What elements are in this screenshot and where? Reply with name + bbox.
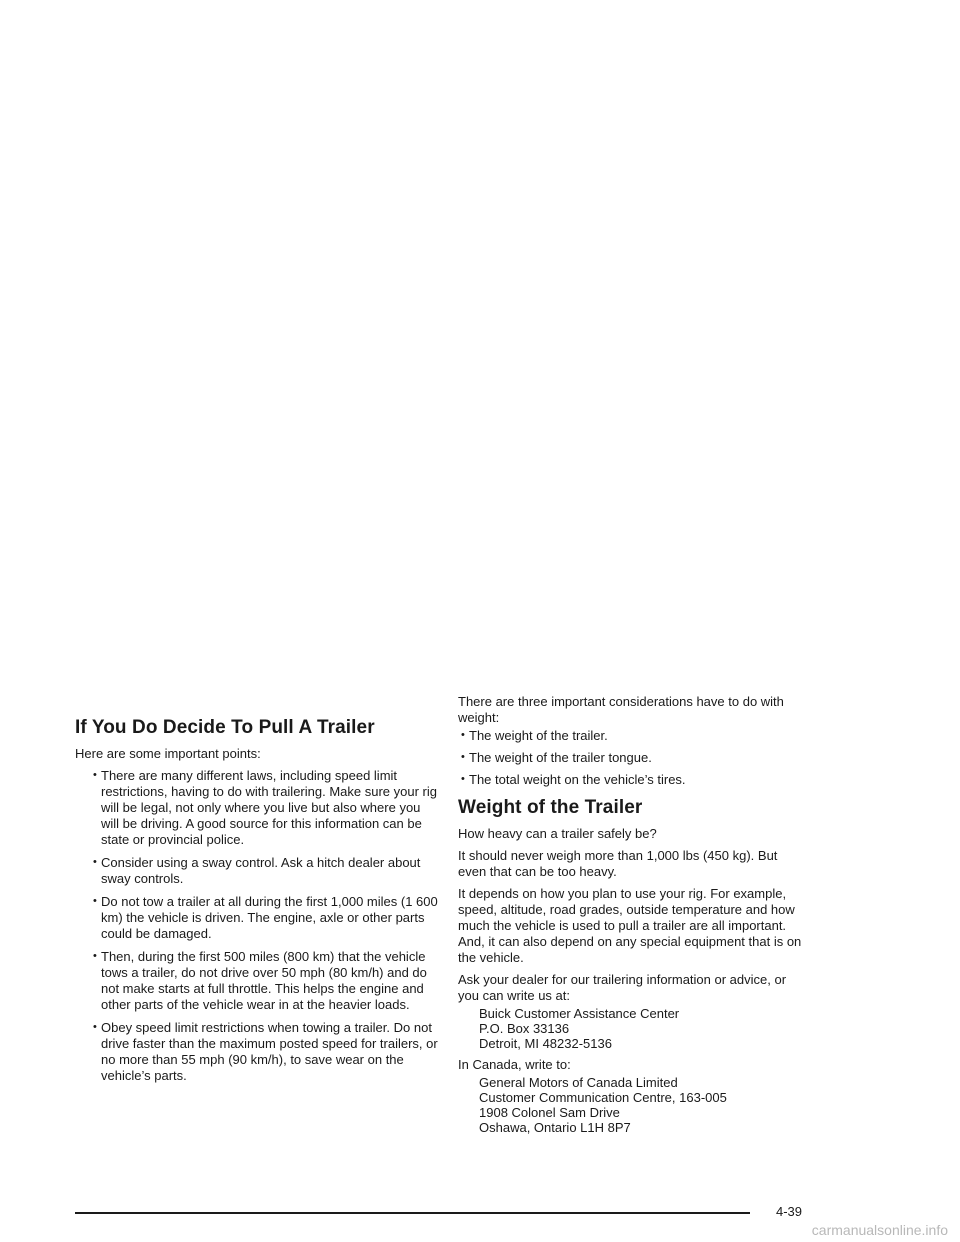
footer-rule <box>75 1212 750 1214</box>
list-item: • The total weight on the vehicle’s tires. <box>461 772 686 787</box>
list-item: • The weight of the trailer. <box>461 728 608 743</box>
paragraph: It should never weigh more than 1,000 lbs (450 kg). But even that can be too heavy. <box>458 848 778 879</box>
left-column <box>75 716 440 1091</box>
bullet-icon: • <box>93 950 97 962</box>
weight-considerations-intro: There are three important considerations have to do with weight: <box>458 694 784 725</box>
section-heading-weight-of-trailer: Weight of the Trailer <box>458 797 643 818</box>
weight-considerations-list <box>458 728 803 788</box>
important-points-list <box>75 768 440 1084</box>
bullet-icon: • <box>93 769 97 781</box>
bullet-icon: • <box>461 729 465 741</box>
address-line: Oshawa, Ontario L1H 8P7 <box>479 1120 631 1135</box>
list-item: • There are many different laws, including speed limit restrictions, having to do with trailering. Make sure your rig will be legal, not only where you live but also where you will be driving. A good source for this information can be state or provincial police. <box>93 768 437 847</box>
address-us <box>458 1006 803 1051</box>
list-item: • Obey speed limit restrictions when towing a trailer. Do not drive faster than the maximum posted speed for trailers, or no more than 55 mph (90 km/h), to save wear on the vehicle’s parts. <box>93 1020 438 1083</box>
address-line: P.O. Box 33136 <box>479 1021 570 1036</box>
bullet-icon: • <box>93 1021 97 1033</box>
address-line: Detroit, MI 48232-5136 <box>479 1036 612 1051</box>
list-item: • The weight of the trailer tongue. <box>461 750 652 765</box>
intro-text: Here are some important points: <box>75 746 261 761</box>
bullet-icon: • <box>93 856 97 868</box>
list-item: • Then, during the first 500 miles (800 km) that the vehicle tows a trailer, do not drive over 50 mph (80 km/h) and do not make starts at full throttle. This helps the engine and other parts of the vehicle wear in at the heavier loads. <box>93 949 427 1012</box>
list-item: • Consider using a sway control. Ask a hitch dealer about sway controls. <box>93 855 421 886</box>
address-line: Customer Communication Centre, 163-005 <box>479 1090 727 1105</box>
bullet-icon: • <box>461 751 465 763</box>
bullet-icon: • <box>461 773 465 785</box>
bullet-icon: • <box>93 895 97 907</box>
canada-label: In Canada, write to: <box>458 1057 571 1072</box>
right-column <box>458 694 803 1141</box>
section-heading-pull-trailer: If You Do Decide To Pull A Trailer <box>75 717 375 738</box>
address-canada <box>458 1075 803 1135</box>
page-number: 4-39 <box>776 1204 803 1219</box>
paragraph: It depends on how you plan to use your rig. For example, speed, altitude, road grades, outside temperature and how much the vehicle is used to pull a trailer are all important. And, it can also depend on any special equipment that is on the vehicle. <box>458 886 802 965</box>
paragraph: How heavy can a trailer safely be? <box>458 826 657 841</box>
address-line: Buick Customer Assistance Center <box>479 1006 680 1021</box>
address-line: 1908 Colonel Sam Drive <box>479 1105 620 1120</box>
watermark-text: carmanualsonline.info <box>811 1222 948 1238</box>
list-item: • Do not tow a trailer at all during the first 1,000 miles (1 600 km) the vehicle is driven. The engine, axle or other parts could be damaged. <box>93 894 438 941</box>
address-line: General Motors of Canada Limited <box>479 1075 678 1090</box>
paragraph: Ask your dealer for our trailering information or advice, or you can write us at: <box>458 972 787 1003</box>
